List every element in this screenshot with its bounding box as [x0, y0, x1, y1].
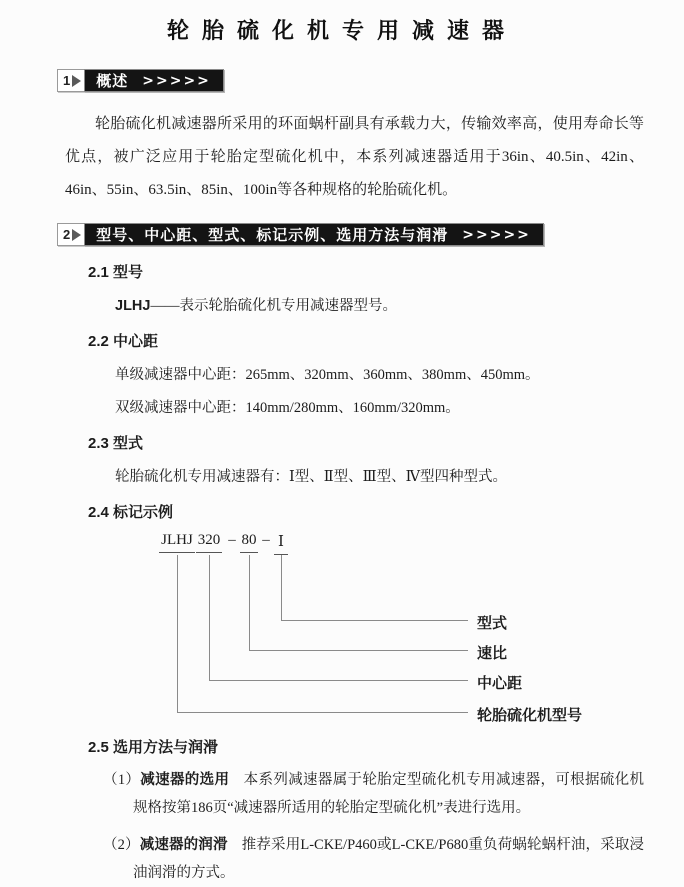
selection-item-2 [103, 831, 644, 887]
section-banner-bar [84, 69, 224, 92]
section-number: 1 [63, 73, 71, 88]
marking-part-ratio: 80 [240, 532, 258, 553]
model-desc-text: ——表示轮胎硫化机专用减速器型号。 [150, 298, 397, 314]
leader-line-horizontal [177, 712, 468, 713]
subsection-heading-marking: 2.4 标记示例 [88, 504, 174, 521]
page-title: 轮胎硫化机专用减速器 [166, 18, 517, 43]
triangle-arrow-icon [72, 229, 81, 241]
model-description [115, 294, 684, 315]
leader-line-horizontal [281, 620, 468, 621]
section-heading: 型号、中心距、型式、标记示例、选用方法与润滑 [96, 228, 449, 244]
selection-item-1 [103, 766, 644, 822]
marking-part-center-distance: 320 [196, 532, 222, 553]
item-title: 减速器的润滑 [139, 837, 228, 853]
leader-line-vertical [249, 555, 250, 651]
section-heading: 概述 [96, 74, 129, 90]
leader-line-horizontal [209, 680, 468, 681]
item-text: 本系列减速器属于轮胎定型硫化机专用减速器，可根据硫化机规格按第186页“减速器所适用的轮胎定型硫化机”表进行选用。 [133, 772, 645, 816]
section-banner-bar [84, 223, 544, 246]
marking-label-type: 型式 [477, 616, 508, 632]
marking-part-model: JLHJ [159, 532, 195, 553]
section-banner-overview [57, 69, 684, 92]
section-number-tab [57, 69, 84, 92]
subsection-heading-type: 2.3 型式 [88, 435, 144, 452]
marking-example-diagram [0, 532, 684, 732]
section-number-tab [57, 223, 84, 246]
chevrons-icon: >>>>> [462, 226, 531, 243]
marking-dash: – [262, 532, 270, 548]
intro-paragraph: 轮胎硫化机减速器所采用的环面蜗杆副具有承载力大，传输效率高，使用寿命长等优点，被广泛应用于轮胎定型硫化机中，本系列减速器适用于36in、40.5in、42in、46in、55in、63.5in、85in、100in等各种规格的轮胎硫化机。 [65, 116, 644, 198]
marking-part-type: Ⅰ [274, 532, 288, 555]
type-line: 轮胎硫化机专用减速器有：Ⅰ型、Ⅱ型、Ⅲ型、Ⅳ型四种型式。 [115, 469, 508, 485]
chevrons-icon: >>>>> [142, 72, 211, 89]
item-number: （2） [103, 837, 140, 853]
double-stage-line: 双级减速器中心距：140mm/280mm、160mm/320mm。 [115, 400, 460, 416]
leader-line-vertical [209, 555, 210, 681]
section-number: 2 [63, 227, 71, 242]
marking-label-vulcanizer-model: 轮胎硫化机型号 [477, 708, 583, 724]
model-code: JLHJ [115, 298, 151, 314]
triangle-arrow-icon [72, 75, 81, 87]
item-number: （1） [103, 772, 141, 788]
leader-line-vertical [177, 555, 178, 713]
subsection-heading-model: 2.1 型号 [88, 264, 144, 281]
single-stage-line: 单级减速器中心距：265mm、320mm、360mm、380mm、450mm。 [115, 367, 540, 383]
marking-dash: – [228, 532, 236, 548]
leader-line-vertical [281, 555, 282, 621]
section-banner-model-info [57, 223, 684, 246]
leader-line-horizontal [249, 650, 468, 651]
subsection-heading-selection: 2.5 选用方法与润滑 [88, 739, 219, 756]
marking-label-center-distance: 中心距 [477, 676, 523, 692]
marking-label-ratio: 速比 [477, 646, 508, 662]
item-text: 推荐采用L-CKE/P460或L-CKE/P680重负荷蜗轮蜗杆油，采取浸油润滑的方式。 [133, 837, 645, 881]
subsection-heading-center-distance: 2.2 中心距 [88, 333, 159, 350]
item-title: 减速器的选用 [140, 772, 230, 788]
